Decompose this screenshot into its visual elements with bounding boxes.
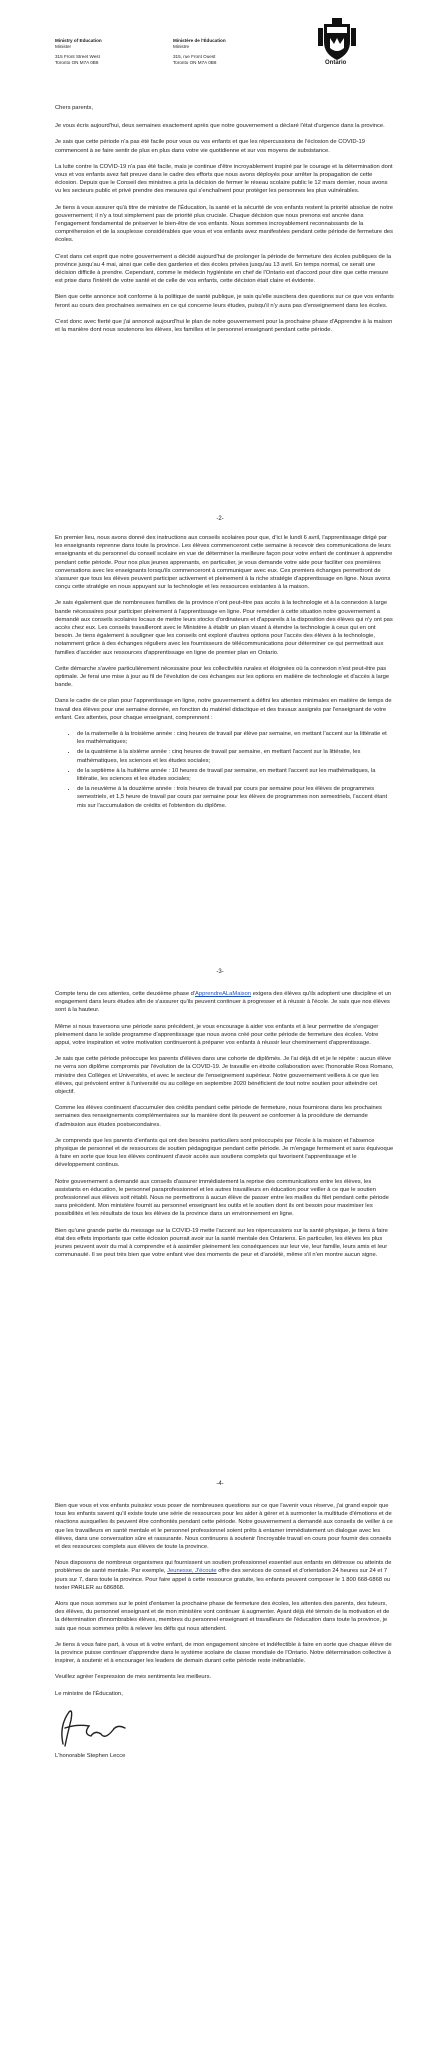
page-number-3: -3- [216, 969, 224, 975]
address-line2-en: Toronto ON M7A 0B8 [55, 60, 99, 65]
paragraph: Comme les élèves continuent d'accumuler des crédits pendant cette période de fermeture, nous fournirons dans les prochaines semaines des renseignements complémentaires sur la manière dont ils peuvent se conformer à la procédure de demande d'admission aux études postsecondaires. [55, 1105, 382, 1128]
page-number-2: -2- [216, 516, 224, 522]
english-letterhead [55, 38, 102, 66]
paragraph: Je vous écris aujourd'hui, deux semaines exactement après que notre gouvernement a déclaré l'état d'urgence dans la province. [55, 123, 385, 130]
list-item: • de la septième à la huitième année : 10 heures de travail par semaine, en mettant l'accent sur les mathématiques, la littératie, les sciences et les études sociales; [77, 767, 395, 783]
list-item: • de la maternelle à la troisième année : cinq heures de travail par élève par semaine, en mettant l'accent sur la littératie et les mathématiques; [77, 730, 395, 746]
list-item: • de la quatrième à la sixième année : cinq heures de travail par semaine, en mettant l'accent sur la littératie, les mathématiques, les sciences et les études sociales; [77, 748, 395, 764]
paragraph [55, 1559, 395, 1592]
closing-line: Veuillez agréer l'expression de mes sentiments les meilleurs. [55, 1674, 212, 1681]
minister-title-fr: Ministre [173, 44, 190, 49]
paragraph-text: offre des services de conseil et d'orientation 24 heures sur 24 et 7 jours sur 7, dans toute la province. Pour faire appel à cette ressource gratuite, les enfants peuvent composer le 1 800 668-6868 ou texter PARLER au 686868. [55, 1568, 391, 1591]
ministry-name-en: Ministry of Education [55, 38, 102, 43]
time-expectations-list [55, 730, 395, 810]
minister-title-en: Minister [55, 44, 72, 49]
paragraph: Alors que nous sommes sur le point d'entamer la prochaine phase de fermeture des écoles, les attentes des parents, des tuteurs, des élèves, du personnel enseignant et de mon ministère vont continuer à augmenter. Ayant déjà été témoin de la motivation et de la détermination d'innombrables élèves, membres du personnel enseignant et travailleurs de l'éducation dans toute la province, je sais que nous sommes prêts à relever les défis qui nous attendent. [55, 1601, 390, 1632]
paragraph: Même si nous traversons une période sans précédent, je vous encourage à aider vos enfants et à leur permettre de s'engager pleinement dans le solide programme d'apprentissage que nous avons créé pour cette période de fermeture des écoles. Votre appui, votre inspiration et votre motivation continueront à préparer vos enfants à réussir leur cheminement d'apprentissage. [55, 1023, 379, 1047]
page-3-body [55, 990, 395, 1267]
french-letterhead [173, 38, 226, 66]
page-2-body [55, 534, 395, 818]
paragraph: Notre gouvernement a demandé aux conseils d'assurer immédiatement la reprise des communications entre les élèves, les assistants en éducation, le personnel paraprofessionnel et les autres travailleurs en éducation pour veiller à ce que le soutien professionnel aux élèves soit rétabli. Nous ne permettrons à aucun élève de passer entre les mailles du filet pendant cette période sans précédent. Mon ministère fournit au personnel enseignant les outils et le soutien dont ils ont besoin pour maximiser les possibilités et les résultats de tous les élèves de la province dans un environnement en ligne. [55, 1178, 389, 1218]
ministry-name-fr: Ministère de l'Éducation [173, 38, 226, 43]
signatory-name: L'honorable Stephen Lecce [55, 1752, 126, 1759]
paragraph: Je tiens à vous faire part, à vous et à votre enfant, de mon engagement sincère et indéfectible à faire en sorte que chaque élève de la province puisse continuer d'apprendre dans le système scolaire de classe mondiale de l'Ontario. Notre détermination collective à inspirer, à soutenir et à encourager les leaders de demain durant cette période reste inébranlable. [55, 1641, 392, 1665]
paragraph: C'est donc avec fierté que j'ai annoncé aujourd'hui le plan de notre gouvernement pour la prochaine phase d'Apprendre à la maison et la manière dont nous soutenons les élèves, les familles et le personnel enseignant pendant cette période. [55, 318, 393, 334]
paragraph-text: exigera des élèves qu'ils adoptent une discipline et un engagement dans leurs études afin de s'assurer qu'ils peuvent continuer à progresser et à réussir à l'école. Je sais que nos élèves sont à la hauteur. [55, 991, 392, 1014]
paragraph: Je comprends que les parents d'enfants qui ont des besoins particuliers sont préoccupés par l'école à la maison et l'absence physique de personnel et de ressources de soutien pédagogique pendant cette période. Je m'engage fermement et sans équivoque à faire en sorte que tous les élèves continuent d'avoir accès aux soutiens complets qui favorisent l'apprentissage et le développement continus. [55, 1137, 394, 1169]
paragraph-text: Nous disposons de nombreux organismes qui fournissent un soutien professionnel essentiel aux enfants en détresse ou atteints de problèmes de santé mentale. Par exemple, [55, 1560, 392, 1575]
page-number-4: -4- [216, 1481, 224, 1487]
paragraph: Bien que vous et vos enfants puissiez vous poser de nombreuses questions sur ce que l'avenir vous réserve, j'ai grand espoir que tous les enfants savent qu'il existe toute une série de ressources pour les aider à gérer et à surmonter la multitude d'émotions et de réactions auxquelles ils peuvent être confrontés pendant cette période. Notre gouvernement a demandé aux conseils de veiller à ce que les travailleurs en santé mentale et le personnel professionnel soient prêts à entamer immédiatement un dialogue avec les élèves, dans une conversation sûre et rassurante. Nous continuons à soutenir l'incroyable travail en cours pour fournir des conseils et des ressources complets aux élèves de toute la province. [55, 1503, 393, 1551]
paragraph: Dans le cadre de ce plan pour l'apprentissage en ligne, notre gouvernement a défini les attentes minimales en matière de temps de travail des élèves pour une semaine donnée, en fonction du matériel didactique et des travaux assignés par l'enseignant de votre enfant. Ces attentes, pour chaque enseignant, comprennent : [55, 698, 392, 721]
handwritten-signature [55, 1706, 135, 1750]
paragraph: Je sais également que de nombreuses familles de la province n'ont peut-être pas accès à la technologie et à la connexion à large bande nécessaires pour participer pleinement à l'apprentissage en ligne. Pour remédier à cette situation notre gouvernement a demandé aux conseils scolaires locaux de mettre leurs stocks d'ordinateurs et d'appareils à la disposition des élèves qui n'y ont pas accès chez eux. Les conseils travailleront avec le Ministère à établir un plan visant à étendre la technologie à ceux qui en ont besoin. Je tiens également à souligner que les conseils ont exploré d'autres options pour l'accès des élèves à la technologie, notamment grâce à des échanges réguliers avec les fournisseurs de télécommunications pour déterminer ce qui permettrait aux familles d'accéder aux ressources d'apprentissage en ligne de premier plan en Ontario. [55, 600, 393, 656]
address-line2-fr: Toronto ON M7A 0B8 [173, 60, 217, 65]
list-item: • de la neuvième à la douzième année : trois heures de travail par cours par semaine pour les élèves de programmes semestriels, et 1,5 heure de travail par cours par semaine pour les élèves de programmes non semestriels, l'accent étant mis sur l'accumulation de crédits et l'obtention du diplôme. [77, 785, 395, 810]
address-line1-en: 315 Front Street West [55, 54, 100, 59]
paragraph: Bien qu'une grande partie du message sur la COVID-19 mette l'accent sur les répercussions sur la santé physique, je tiens à faire état des effets importants que cette éclosion pourrait avoir sur la santé mentale des Ontariens. En particulier, les élèves les plus jeunes peuvent avoir du mal à comprendre et à assimiler pleinement les conséquences sur leur vie, leur famille, leurs amis et leur communauté. Il se peut très bien que votre enfant vive des moments de peur et d'anxiété, même s'il n'en montre aucun signe. [55, 1227, 388, 1259]
paragraph: En premier lieu, nous avons donné des instructions aux conseils scolaires pour que, d'ici le lundi 6 avril, l'apprentissage dirigé par les enseignants reprenne dans toute la province. Les élèves commenceront cette semaine à recevoir des communications de leurs enseignants et du personnel du conseil scolaire en vue de déterminer la meilleure façon pour votre enfant de continuer à apprendre pendant cette période. Pour nos plus jeunes apprenants, en particulier, je vous demande votre aide pour faciliter ces premières conversations avec les enseignants lorsqu'ils commenceront à communiquer avec eux. Ces premiers échanges permettront de s'assurer que tous les élèves peuvent participer activement et pleinement à la riche stratégie d'apprentissage en ligne. Nous avons conçu cette stratégie en nous appuyant sur la technologie et les ressources existantes à la maison. [55, 535, 393, 591]
kids-help-phone-link[interactable]: Jeunesse, J'écoute [167, 1568, 217, 1575]
paragraph: C'est dans cet esprit que notre gouvernement a décidé aujourd'hui de prolonger la période de fermeture des écoles publiques de la province jusqu'au 4 mai, ainsi que celle des garderies et des écoles privées jusqu'au 13 avril. En temps normal, ce serait une décision difficile à prendre. Cependant, comme le médecin hygiéniste en chef de l'Ontario est d'accord pour dire que cette mesure est prise dans l'intérêt de votre santé et de celle de vos enfants, cette décision était claire et évidente. [55, 253, 392, 285]
ontario-wordmark: Ontario [325, 60, 347, 66]
salutation: Chers parents, [55, 105, 94, 111]
signoff-title: Le ministre de l'Éducation, [55, 1690, 123, 1697]
page-4-body [55, 1502, 395, 1768]
paragraph: Bien que cette annonce soit conforme à la politique de santé publique, je sais qu'elle suscitera des questions sur ce que vos enfants feront au cours des prochaines semaines en ce qui concerne leurs études, puisqu'il n'y aura pas d'enseignement dans les écoles. [55, 294, 394, 309]
ontario-crest-logo [318, 18, 356, 62]
paragraph: Cette démarche s'avère particulièrement nécessaire pour les collectivités rurales et éloignées où la connexion n'est peut-être pas optimale. Je ferai une mise à jour au fil de l'évolution de ces échanges sur les options en matière de technologie et d'accès à large bande. [55, 665, 390, 689]
paragraph: Je sais que cette période n'a pas été facile pour vous ou vos enfants et que les répercussions de l'éclosion de COVID-19 commencent à se faire sentir de plus en plus dans votre vie quotidienne et sur vos moyens de subsistance. [55, 139, 365, 154]
paragraph: Je sais que cette période préoccupe les parents d'élèves dans une cohorte de diplômés. Je l'ai déjà dit et je le répète : aucun élève ne verra son diplôme compromis par l'évolution de la COVID-19. Je travaille en étroite collaboration avec l'honorable Ross Romano, ministre des Collèges et Universités, et avec le secteur de l'enseignement supérieur. Notre gouvernement veillera à ce que les élèves, qui prévoient entrer à l'université ou au collège en septembre 2020 bénéficient de tout notre soutien pour atteindre cet objectif. [55, 1056, 394, 1096]
paragraph [55, 990, 395, 1015]
paragraph-text: Compte tenu de ces attentes, cette deuxième phase d' [55, 991, 195, 997]
paragraph: Je tiens à vous assurer qu'à titre de ministre de l'Éducation, la santé et la sécurité de vos enfants restent la priorité absolue de notre gouvernement; il n'y a tout simplement pas de priorité plus cruciale. Chaque décision que nous prenons est ancrée dans l'engagement fondamental de préserver le bien-être de vos enfants. Nous sommes incroyablement reconnaissants de la compréhension et de la souplesse considérables que vous et vos enfants avez manifestées pendant cette période de fermeture des écoles. [55, 204, 394, 244]
page-1-body [55, 104, 395, 342]
paragraph: La lutte contre la COVID-19 n'a pas été facile, mais je continue d'être incroyablement inspiré par le courage et la détermination dont vous et vos enfants avez fait preuve dans le cadre des efforts que nous avons déployés pour arrêter la propagation de cette éclosion. Depuis que le Conseil des ministres a pris la décision de fermer le réseau scolaire public le 12 mars dernier, nous avons vu les secteurs public et privé prendre des mesures qui s'enchaînent pour protéger les personnes les plus vulnérables. [55, 163, 393, 195]
address-line1-fr: 315, rue Front Ouest [173, 54, 216, 59]
apprendre-a-la-maison-link[interactable]: ApprendreALaMaison [195, 991, 252, 997]
